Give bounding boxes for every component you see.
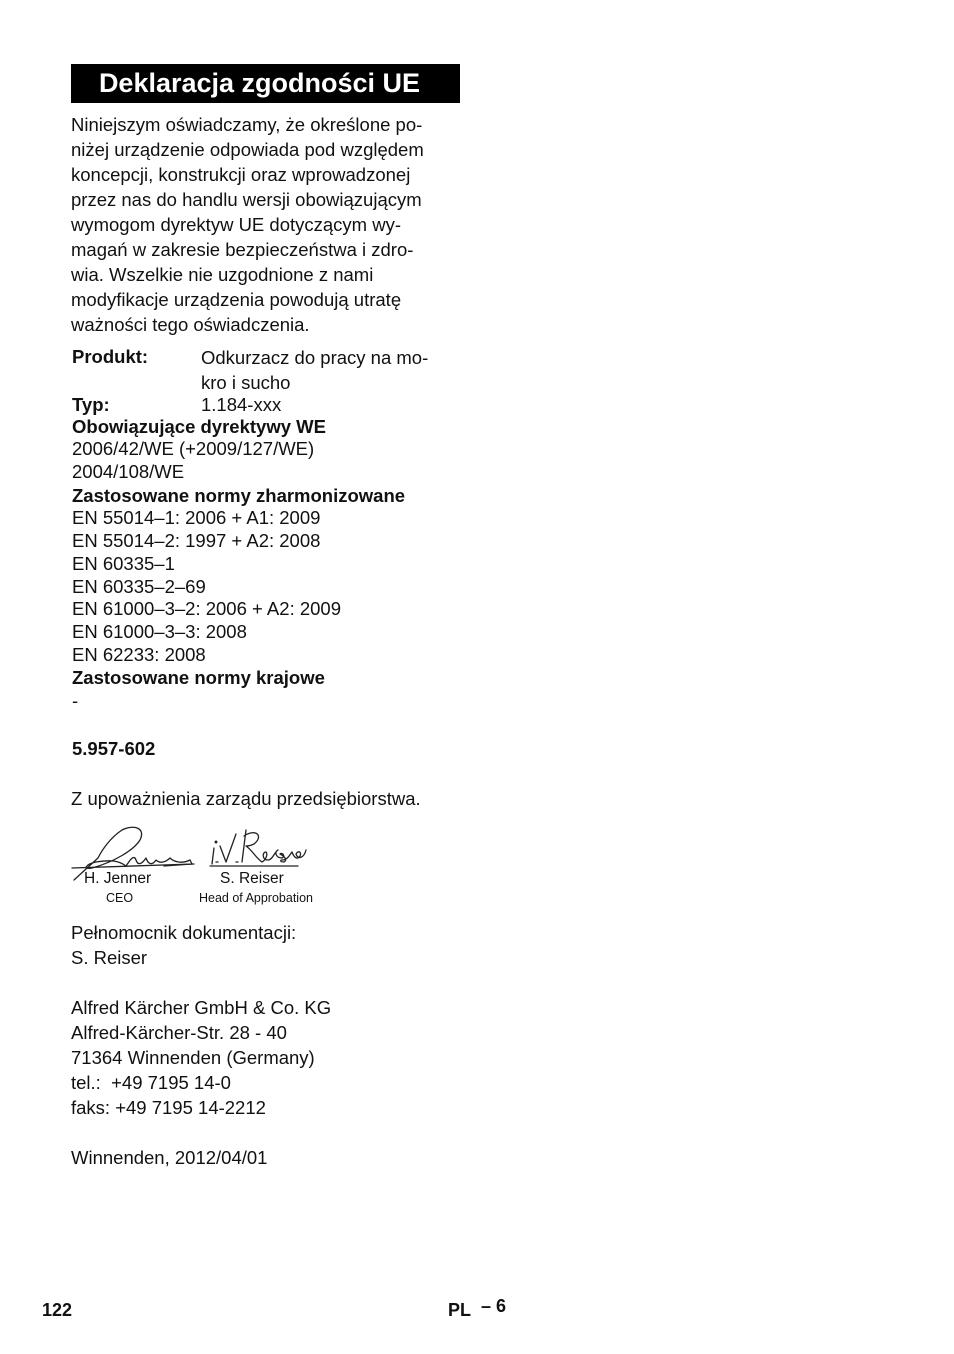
harmonized-item: EN 60335–1 xyxy=(72,553,175,574)
harmonized-item: EN 62233: 2008 xyxy=(72,644,206,665)
type-value: 1.184-xxx xyxy=(201,394,282,415)
reiser-signature-stroke xyxy=(220,834,236,862)
product-value xyxy=(201,345,428,395)
reiser-signature-stroke xyxy=(242,830,306,862)
page-title: Deklaracja zgodności UE xyxy=(71,64,460,103)
national-value: - xyxy=(72,690,79,711)
reiser-signature-dot xyxy=(215,841,217,843)
company-name: Alfred Kärcher GmbH & Co. KG xyxy=(71,997,332,1018)
directive-item: 2004/108/WE xyxy=(72,461,185,482)
product-value-line: kro i sucho xyxy=(201,372,291,393)
document-number: 5.957-602 xyxy=(72,738,156,759)
place-date: Winnenden, 2012/04/01 xyxy=(71,1147,268,1168)
intro-paragraph xyxy=(71,112,466,337)
signatory-name: S. Reiser xyxy=(220,870,284,887)
section-number: – 6 xyxy=(481,1296,507,1316)
reiser-signature-stroke xyxy=(212,848,214,864)
intro-line: Niniejszym oświadczamy, że określone po- xyxy=(71,114,423,135)
type-label: Typ: xyxy=(72,394,110,415)
intro-line: wia. Wszelkie nie uzgodnione z nami xyxy=(71,264,374,285)
company-street: Alfred-Kärcher-Str. 28 - 40 xyxy=(71,1022,287,1043)
intro-line: ważności tego oświadczenia. xyxy=(71,314,310,335)
harmonized-item: EN 55014–2: 1997 + A2: 2008 xyxy=(72,530,321,551)
intro-line: wymogom dyrektyw UE dotyczącym wy- xyxy=(71,214,401,235)
harmonized-item: EN 55014–1: 2006 + A1: 2009 xyxy=(72,507,321,528)
harmonized-heading: Zastosowane normy zharmonizowane xyxy=(72,485,406,506)
national-heading: Zastosowane normy krajowe xyxy=(72,667,325,688)
product-label: Produkt: xyxy=(72,346,149,367)
signatory-name: H. Jenner xyxy=(84,870,152,887)
company-phone: tel.: +49 7195 14-0 xyxy=(71,1072,231,1093)
page-number: 122 xyxy=(42,1300,73,1320)
documentation-officer-name: S. Reiser xyxy=(71,947,148,968)
directives-heading: Obowiązujące dyrektywy WE xyxy=(72,416,326,437)
language-code: PL xyxy=(448,1300,472,1320)
directive-item: 2006/42/WE (+2009/127/WE) xyxy=(72,438,315,459)
intro-line: koncepcji, konstrukcji oraz wprowadzonej xyxy=(71,164,411,185)
harmonized-item: EN 60335–2–69 xyxy=(72,576,206,597)
signatory-role: Head of Approbation xyxy=(199,891,313,905)
signatory-role: CEO xyxy=(106,891,134,905)
company-fax: faks: +49 7195 14-2212 xyxy=(71,1097,266,1118)
documentation-officer-label: Pełnomocnik dokumentacji: xyxy=(71,922,297,943)
authorization-text: Z upoważnienia zarządu przedsiębiorstwa. xyxy=(71,788,421,809)
harmonized-item: EN 61000–3–2: 2006 + A2: 2009 xyxy=(72,598,341,619)
intro-line: niżej urządzenie odpowiada pod względem xyxy=(71,139,424,160)
intro-line: przez nas do handlu wersji obowiązującym xyxy=(71,189,422,210)
intro-line: magań w zakresie bezpieczeństwa i zdro- xyxy=(71,239,414,260)
product-value-line: Odkurzacz do pracy na mo- xyxy=(201,347,429,368)
intro-line: modyfikacje urządzenia powodują utratę xyxy=(71,289,402,310)
company-city: 71364 Winnenden (Germany) xyxy=(71,1047,315,1068)
harmonized-item: EN 61000–3–3: 2008 xyxy=(72,621,247,642)
